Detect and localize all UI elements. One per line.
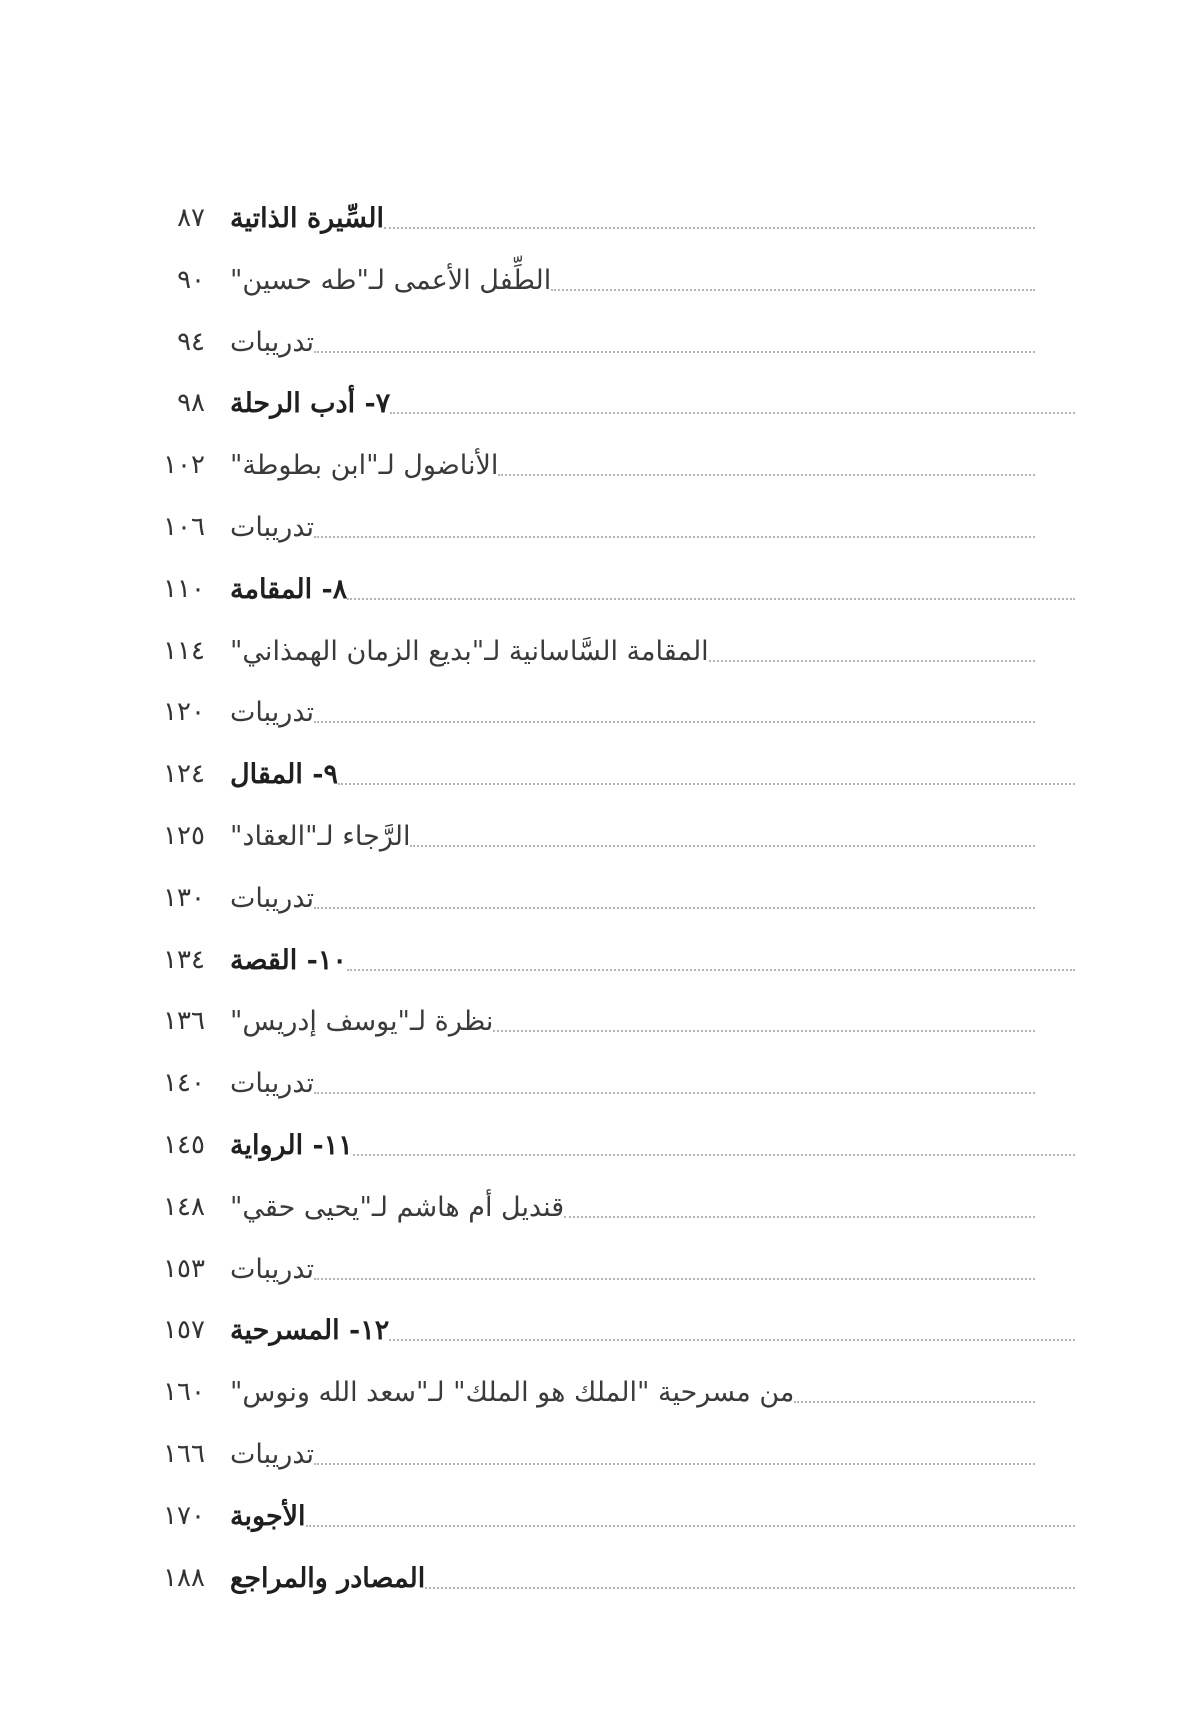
toc-entry	[0, 564, 1200, 626]
toc-entry	[0, 1491, 1200, 1553]
dotted-leader	[794, 1401, 1035, 1403]
dotted-leader	[564, 1216, 1035, 1218]
toc-entry-label	[230, 199, 1045, 239]
toc-page-number: ٩٨	[177, 388, 205, 419]
toc-entry	[0, 749, 1200, 811]
toc-entry-label	[230, 632, 1045, 672]
toc-entry	[0, 811, 1200, 873]
toc-page-number: ٩٤	[177, 326, 205, 357]
toc-page-number: ١٠٢	[163, 450, 205, 481]
toc-entry	[0, 1120, 1200, 1182]
toc-entry	[0, 255, 1200, 317]
dotted-leader	[425, 1587, 1075, 1589]
toc-entry-title: تدريبات	[230, 1253, 315, 1285]
toc-entry	[0, 873, 1200, 935]
toc-entry	[0, 687, 1200, 749]
toc-entry	[0, 935, 1200, 997]
toc-entry	[0, 440, 1200, 502]
toc-entry-label	[230, 1064, 1045, 1104]
toc-entry	[0, 1367, 1200, 1429]
dotted-leader	[384, 227, 1035, 229]
toc-page-number: ١٨٨	[163, 1562, 205, 1593]
dotted-leader	[390, 412, 1075, 414]
toc-page-number: ١٣٦	[163, 1006, 205, 1037]
dotted-leader	[306, 1525, 1075, 1527]
toc-entry-label	[230, 1311, 1085, 1351]
dotted-leader	[551, 289, 1035, 291]
toc-entry-label	[230, 1497, 1085, 1537]
toc-entry-label	[230, 384, 1085, 424]
toc-page-number: ١٣٠	[163, 882, 205, 913]
toc-entry	[0, 502, 1200, 564]
toc-entry-title: ٩- المقال	[230, 759, 338, 791]
toc-entry-label	[230, 941, 1085, 981]
dotted-leader	[493, 1030, 1035, 1032]
toc-page-number: ١٤٨	[163, 1191, 205, 1222]
dotted-leader	[410, 845, 1035, 847]
toc-page-number: ١٥٧	[163, 1315, 205, 1346]
toc-entry-label	[230, 879, 1045, 919]
dotted-leader	[498, 474, 1035, 476]
toc-entry-title: المقامة السَّاسانية لـ"بديع الزمان الهمذاني"	[230, 635, 709, 667]
dotted-leader	[338, 783, 1075, 785]
toc-entry-title: قنديل أم هاشم لـ"يحيى حقي"	[230, 1191, 565, 1223]
toc-entry	[0, 378, 1200, 440]
dotted-leader	[389, 1339, 1075, 1341]
dotted-leader	[314, 351, 1035, 353]
dotted-leader	[709, 660, 1035, 662]
toc-entry	[0, 1305, 1200, 1367]
toc-entry-title: السِّيرة الذاتية	[230, 203, 384, 234]
toc-entry-title: ١٠- القصة	[230, 944, 347, 976]
table-of-contents	[0, 193, 1200, 1614]
toc-entry-title: تدريبات	[230, 1068, 315, 1100]
dotted-leader	[314, 1278, 1035, 1280]
toc-entry-label	[230, 1373, 1045, 1413]
toc-entry	[0, 317, 1200, 379]
toc-page-number: ١١٠	[163, 573, 205, 604]
toc-entry-title: ١١- الرواية	[230, 1129, 353, 1161]
toc-entry-label	[230, 261, 1045, 301]
dotted-leader	[314, 1092, 1035, 1094]
toc-entry-title: تدريبات	[230, 697, 315, 729]
toc-entry-label	[230, 1559, 1085, 1599]
toc-entry-title: تدريبات	[230, 326, 315, 358]
toc-entry-title: تدريبات	[230, 1438, 315, 1470]
dotted-leader	[314, 1463, 1035, 1465]
toc-entry	[0, 996, 1200, 1058]
toc-page-number: ٨٧	[177, 203, 205, 233]
toc-entry	[0, 1182, 1200, 1244]
toc-entry-title: ١٢- المسرحية	[230, 1315, 390, 1347]
dotted-leader	[314, 536, 1035, 538]
toc-page-number: ١٤٥	[163, 1129, 205, 1160]
dotted-leader	[347, 969, 1075, 971]
toc-entry-label	[230, 1002, 1045, 1042]
toc-entry-title: الأناضول لـ"ابن بطوطة"	[230, 450, 499, 482]
toc-entry	[0, 1553, 1200, 1615]
toc-entry	[0, 1244, 1200, 1306]
dotted-leader	[314, 721, 1035, 723]
toc-entry	[0, 626, 1200, 688]
dotted-leader	[353, 1154, 1075, 1156]
toc-entry-label	[230, 693, 1045, 733]
toc-entry-title: من مسرحية "الملك هو الملك" لـ"سعد الله ونوس"	[230, 1377, 795, 1409]
toc-entry-label	[230, 446, 1045, 486]
toc-entry-label	[230, 1435, 1045, 1475]
toc-page-number: ١٦٠	[163, 1377, 205, 1408]
toc-page-number: ١٢٥	[163, 820, 205, 851]
toc-entry-title: ٨- المقامة	[230, 573, 348, 605]
toc-entry-label	[230, 323, 1045, 363]
toc-page-number: ١٢٠	[163, 697, 205, 728]
toc-entry	[0, 1058, 1200, 1120]
toc-page-number: ١٢٤	[163, 759, 205, 790]
toc-page-number: ٩٠	[177, 264, 205, 295]
toc-entry-label	[230, 508, 1045, 548]
toc-entry-label	[230, 570, 1085, 610]
toc-page-number: ١٣٤	[163, 944, 205, 975]
toc-entry	[0, 193, 1200, 255]
toc-entry-title: تدريبات	[230, 882, 315, 914]
toc-entry-label	[230, 755, 1085, 795]
toc-entry-title: ٧- أدب الرحلة	[230, 388, 391, 420]
toc-entry-label	[230, 817, 1045, 857]
toc-entry-title: الرَّجاء لـ"العقاد"	[230, 820, 411, 852]
toc-entry-title: نظرة لـ"يوسف إدريس"	[230, 1006, 494, 1038]
toc-entry-label	[230, 1188, 1045, 1228]
toc-page-number: ١١٤	[163, 635, 205, 666]
toc-entry-title: الأجوبة	[230, 1500, 306, 1532]
toc-entry-label	[230, 1250, 1045, 1290]
toc-page-number: ١٥٣	[163, 1253, 205, 1284]
toc-entry-title: الطِّفل الأعمى لـ"طه حسين"	[230, 264, 552, 296]
toc-page-number: ١٦٦	[163, 1438, 205, 1469]
dotted-leader	[314, 907, 1035, 909]
toc-page-number: ١٠٦	[163, 511, 205, 542]
toc-page-number: ١٤٠	[163, 1068, 205, 1099]
toc-entry	[0, 1429, 1200, 1491]
toc-entry-title: تدريبات	[230, 511, 315, 543]
toc-entry-title: المصادر والمراجع	[230, 1562, 426, 1594]
dotted-leader	[347, 598, 1075, 600]
toc-page-number: ١٧٠	[163, 1500, 205, 1531]
toc-entry-label	[230, 1126, 1085, 1166]
